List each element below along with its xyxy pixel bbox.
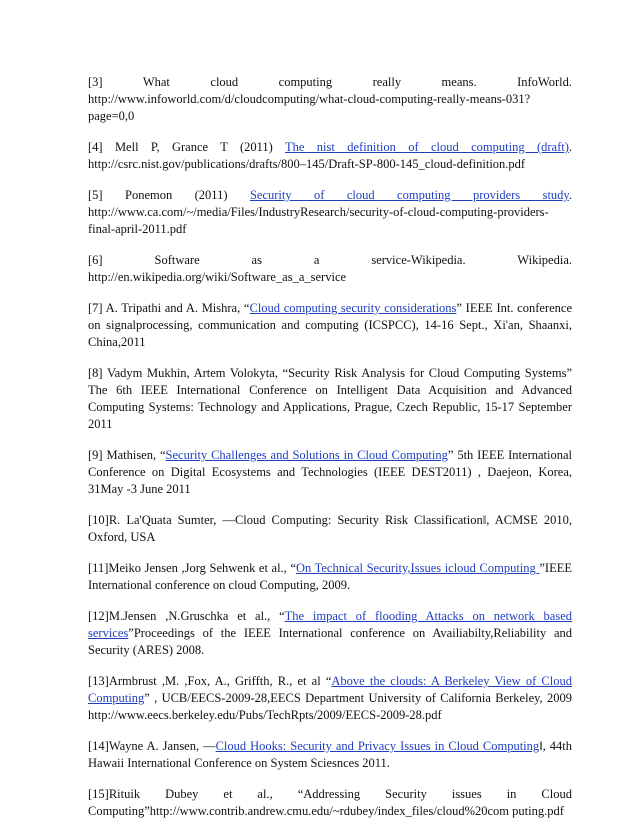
reference-text-tail: ”Proceedings of the IEEE International conference on Availiabilty,Reliability and Security (ARES) 2008. bbox=[88, 626, 572, 657]
reference-text: [14]Wayne A. Jansen, ― bbox=[88, 739, 216, 753]
reference-entry bbox=[88, 673, 572, 724]
reference-text: [5] Ponemon (2011) bbox=[88, 188, 250, 202]
reference-title-link[interactable]: Cloud computing security considerations bbox=[249, 301, 457, 315]
reference-text: [7] A. Tripathi and A. Mishra, “ bbox=[88, 301, 250, 315]
reference-text: [9] Mathisen, “ bbox=[88, 448, 166, 462]
reference-list bbox=[88, 74, 572, 820]
reference-text: [4] Mell P, Grance T (2011) bbox=[88, 140, 285, 154]
reference-title-link[interactable]: The nist definition of cloud computing (draft) bbox=[285, 140, 569, 154]
reference-entry bbox=[88, 738, 572, 772]
reference-text-tail: ” 5th IEEE International Conference on Digital Ecosystems and Technologies (IEEE DEST2011) , Daejeon, Korea, 31May -3 June 2011 bbox=[88, 448, 572, 496]
reference-text: [15]Rituik Dubey et al., “Addressing Security issues in Cloud Computing”http://www.contrib.andrew.cmu.edu/~rdubey/index_files/cloud%20com puting.pdf bbox=[88, 787, 572, 818]
reference-text: [11]Meiko Jensen ,Jorg Sehwenk et al., “ bbox=[88, 561, 296, 575]
reference-entry bbox=[88, 74, 572, 125]
reference-text: [8] Vadym Mukhin, Artem Volokyta, “Security Risk Analysis for Cloud Computing Systems” The 6th IEEE International Conference on Intelligent Data Acquisition and Advanced Computing Systems: Technology and Applications, Prague, Czech Republic, 15-17 September 2011 bbox=[88, 366, 572, 431]
reference-text-tail: ”IEEE International conference on cloud Computing, 2009. bbox=[88, 561, 572, 592]
reference-entry bbox=[88, 447, 572, 498]
reference-title-link[interactable]: Cloud Hooks: Security and Privacy Issues in Cloud Computing bbox=[215, 739, 540, 753]
reference-entry bbox=[88, 560, 572, 594]
reference-entry bbox=[88, 608, 572, 659]
reference-title-link[interactable]: The impact of flooding Attacks on network based services bbox=[88, 609, 572, 640]
reference-text: [13]Armbrust ,M. ,Fox, A., Griffth, R., et al “ bbox=[88, 674, 332, 688]
reference-entry bbox=[88, 365, 572, 433]
reference-text: [3] What cloud computing really means. InfoWorld. http://www.infoworld.com/d/cloudcomputing/what-cloud-computing-really-means-031?page=0,0 bbox=[88, 75, 572, 123]
reference-entry bbox=[88, 252, 572, 286]
reference-text: [10]R. La'Quata Sumter, ―Cloud Computing: Security Risk Classification‖, ACMSE 2010, Oxford, USA bbox=[88, 513, 572, 544]
reference-text-tail: ‖, 44th Hawaii International Conference on System Sciesnces 2011. bbox=[88, 739, 572, 770]
reference-text-tail: . http://www.ca.com/~/media/Files/IndustryResearch/security-of-cloud-computing-providers-final-april-2011.pdf bbox=[88, 188, 572, 236]
reference-entry bbox=[88, 187, 572, 238]
reference-title-link[interactable]: Security of cloud computing providers study bbox=[249, 188, 569, 202]
reference-entry bbox=[88, 300, 572, 351]
reference-entry bbox=[88, 512, 572, 546]
reference-text-tail: ” IEEE Int. conference on signalprocessing, communication and computing (ICSPCC), 14-16 Sept., Xi'an, Shaanxi, China,2011 bbox=[88, 301, 572, 349]
reference-title-link[interactable]: On Technical Security,Issues icloud Computing bbox=[295, 561, 540, 575]
reference-text: [6] Software as a service-Wikipedia. Wikipedia. http://en.wikipedia.org/wiki/Software_as_a_service bbox=[88, 253, 572, 284]
reference-text: [12]M.Jensen ,N.Gruschka et al., “ bbox=[88, 609, 285, 623]
reference-text-tail: ” , UCB/EECS-2009-28,EECS Department University of California Berkeley, 2009 http://www.eecs.berkeley.edu/Pubs/TechRpts/2009/EECS-2009-28.pdf bbox=[88, 691, 572, 722]
reference-title-link[interactable]: Above the clouds: A Berkeley View of Cloud Computing bbox=[88, 674, 572, 705]
reference-entry bbox=[88, 139, 572, 173]
reference-title-link[interactable]: Security Challenges and Solutions in Cloud Computing bbox=[165, 448, 448, 462]
reference-entry bbox=[88, 786, 572, 820]
reference-text-tail: . http://csrc.nist.gov/publications/drafts/800–145/Draft-SP-800-145_cloud-definition.pdf bbox=[88, 140, 573, 171]
